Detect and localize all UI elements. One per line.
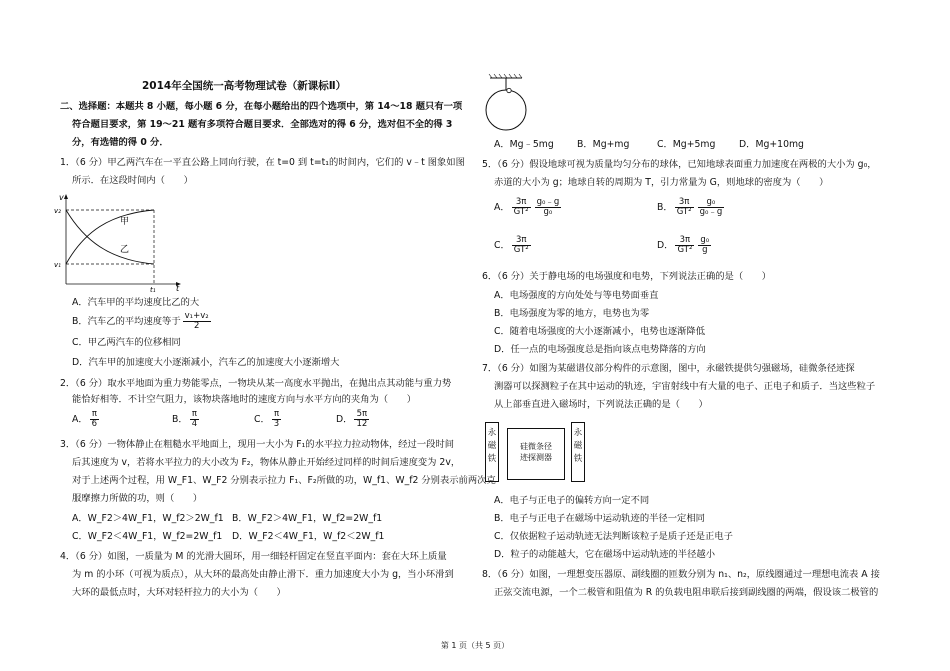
q4-option-c: C．Mg+5mg	[657, 139, 716, 150]
q1-option-a: A．汽车甲的平均速度比乙的大	[72, 297, 200, 308]
q7-option-b: B．电子与正电子在磁场中运动轨迹的半径一定相同	[494, 513, 705, 524]
q5-option-a: A． $\frac{3\pi}{\text{GT²}}$ $\frac{\text{g₀﹣g}}{\text{g₀}}$	[494, 197, 560, 217]
q3-stem-1: 3．（6 分）一物体静止在粗糙水平地面上，现用一大小为 F₁的水平拉力拉动物体，经过一段时间	[60, 439, 455, 450]
q1-stem-1: 1．（6 分）甲乙两汽车在一平直公路上同向行驶，在 t=0 到 t=t₁的时间内，它们的 v﹣t 图象如图	[60, 157, 465, 168]
q2-stem-1: 2．（6 分）取水平地面为重力势能零点，一物块从某一高度水平抛出，在抛出点其动能与重力势	[60, 378, 452, 389]
q1-option-c: C．甲乙两汽车的位移相同	[72, 337, 181, 348]
q1-stem-2: 所示．在这段时间内（ ）	[72, 175, 193, 186]
q3-option-b: B．W_F2＞4W_F1，W_f2=2W_f1	[232, 513, 383, 524]
left-magnet-char-1: 永	[487, 428, 497, 438]
q7-option-c: C．仅依据粒子运动轨迹无法判断该粒子是质子还是正电子	[494, 531, 733, 542]
right-magnet-char-1: 永	[573, 428, 583, 438]
detector	[507, 428, 565, 480]
q7-stem-3: 从上部垂直进入磁场时，下列说法正确的是（ ）	[494, 399, 708, 410]
q6-option-c: C．随着电场强度的大小逐渐减小，电势也逐渐降低	[494, 326, 706, 337]
q7-option-d: D．粒子的动能越大，它在磁场中运动轨迹的半径越小	[494, 549, 715, 560]
q3-option-a: A．W_F2＞4W_F1，W_f2＞2W_f1	[72, 513, 224, 524]
q4-ring-figure	[482, 72, 532, 136]
q5-stem-1: 5．（6 分）假设地球可视为质量均匀分布的球体，已知地球表面重力加速度在两极的大小为 g₀，	[482, 159, 877, 170]
q6-option-b: B．电场强度为零的地方，电势也为零	[494, 308, 650, 319]
q4-stem-3: 大环的最低点时，大环对轻杆拉力的大小为（ ）	[72, 587, 286, 598]
jia-label: 甲	[120, 217, 130, 227]
q7-stem-1: 7．（6 分）如图为某磁谱仪部分构件的示意图，图中，永磁铁提供匀强磁场，硅微条径迹探	[482, 363, 855, 374]
t1-label: t₁	[150, 286, 156, 292]
q2-option-c: C． $\frac{\pi}{3}$	[254, 409, 280, 429]
q3-option-c: C．W_F2＜4W_F1，W_f2=2W_f1	[72, 531, 223, 542]
q7-figure	[485, 420, 590, 486]
yi-curve	[66, 210, 154, 264]
q4-stem-1: 4．（6 分）如图，一质量为 M 的光滑大圆环，用一细轻杆固定在竖直平面内：套在大环上质量	[60, 551, 447, 562]
page-title: 2014年全国统一高考物理试卷（新课标Ⅱ）	[142, 80, 347, 92]
q4-stem-2: 为 m 的小环（可视为质点），从大环的最高处由静止滑下．重力加速度大小为 g，当小环滑到	[72, 569, 454, 580]
v-axis-label: v	[59, 193, 64, 202]
q6-stem: 6．（6 分）关于静电场的电场强度和电势，下列说法正确的是（ ）	[482, 271, 772, 282]
q1-option-b: B．汽车乙的平均速度等于 $\frac{\text{v₁+v₂}}{2}$	[72, 311, 209, 331]
q6-option-a: A．电场强度的方向处处与等电势面垂直	[494, 290, 659, 301]
q5-option-d: D． $\frac{3\pi}{\text{GT²}}$ $\frac{\text{g₀}}{g}$	[657, 235, 710, 255]
section-instructions-1: 二、选择题：本题共 8 小题，每小题 6 分，在每小题给出的四个选项中，第 14～18 题只有一项	[60, 101, 463, 112]
q8-stem-2: 正弦交流电源，一个二极管和阻值为 R 的负载电阻串联后接到副线圈的两端，假设该二极管的	[494, 587, 879, 598]
q8-stem-1: 8．（6 分）如图，一理想变压器原、副线圈的匝数分别为 n₁、n₂，原线圈通过一理想电流表 A 接	[482, 569, 880, 580]
q3-stem-3: 对于上述两个过程，用 W_F1、W_F2 分别表示拉力 F₁、F₂所做的功，W_f1、W_f2 分别表示前两次克	[72, 475, 496, 486]
right-magnet	[571, 422, 585, 482]
left-magnet	[485, 422, 499, 482]
q7-option-a: A．电子与正电子的偏转方向一定不同	[494, 495, 650, 506]
q2-option-d: D． $\frac{5\pi}{12}$	[336, 409, 368, 429]
page-footer: 第 1 页（共 5 页）	[440, 641, 510, 650]
v1-label: v₁	[54, 261, 61, 269]
section-instructions-2: 符合题目要求，第 19～21 题有多项符合题目要求．全部选对的得 6 分，选对但不全的得 3	[72, 119, 453, 130]
small-ring	[507, 88, 511, 92]
q4-option-a: A．Mg﹣5mg	[494, 139, 554, 150]
section-instructions-3: 分，有选错的得 0 分．	[72, 137, 169, 148]
right-magnet-char-2: 磁	[573, 441, 583, 451]
q2-option-a: A． $\frac{\pi}{6}$	[72, 409, 98, 429]
right-magnet-char-3: 铁	[573, 454, 583, 464]
q1-vt-graph	[54, 192, 184, 292]
q4-option-b: B．Mg+mg	[577, 139, 630, 150]
left-magnet-char-3: 铁	[487, 454, 497, 464]
q4-option-d: D．Mg+10mg	[739, 139, 804, 150]
q6-option-d: D．任一点的电场强度总是指向该点电势降落的方向	[494, 344, 706, 355]
q3-stem-2: 后其速度为 v，若将水平拉力的大小改为 F₂，物体从静止开始经过同样的时间后速度变为 2v，	[72, 457, 461, 468]
q5-option-c: C． $\frac{3\pi}{\text{GT²}}$	[494, 235, 529, 255]
v2-label: v₂	[54, 207, 61, 215]
q3-option-d: D．W_F2＜4W_F1，W_f2＜2W_f1	[232, 531, 385, 542]
q1-option-d: D．汽车甲的加速度大小逐渐减小，汽车乙的加速度大小逐渐增大	[72, 357, 340, 368]
detector-label-1: 硅微条径	[520, 442, 552, 451]
q2-stem-2: 能恰好相等．不计空气阻力，该物块落地时的速度方向与水平方向的夹角为（ ）	[72, 394, 416, 405]
t-axis-label: t	[176, 284, 180, 292]
q7-stem-2: 测器可以探测粒子在其中运动的轨迹，宇宙射线中有大量的电子、正电子和质子．当这些粒子	[494, 381, 876, 392]
detector-label-2: 迹探测器	[520, 453, 552, 462]
q5-stem-2: 赤道的大小为 g；地球自转的周期为 T，引力常量为 G，则地球的密度为（ ）	[494, 177, 829, 188]
jia-curve	[66, 210, 154, 264]
q2-option-b: B． $\frac{\pi}{4}$	[172, 409, 198, 429]
q3-stem-4: 服摩擦力所做的功，则（ ）	[72, 493, 203, 504]
q5-option-b: B． $\frac{3\pi}{\text{GT²}}$ $\frac{\text{g₀}}{\text{g₀﹣g}}$	[657, 197, 723, 217]
left-magnet-char-2: 磁	[487, 441, 497, 451]
yi-label: 乙	[120, 245, 130, 255]
